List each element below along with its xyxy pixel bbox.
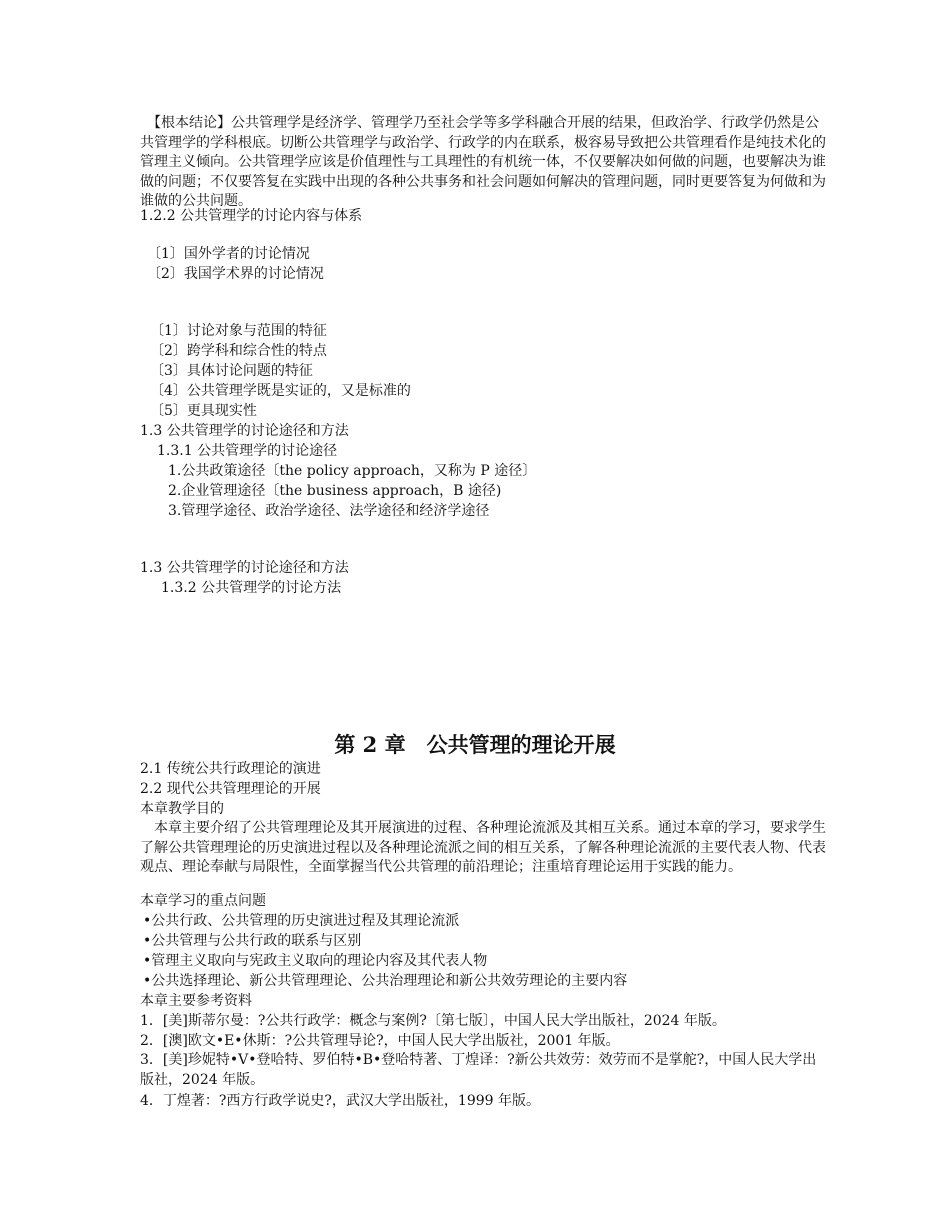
conclusion-paragraph: 【根本结论】公共管理学是经济学、管理学乃至社会学等多学科融合开展的结果，但政治学、行政学仍然是公共管理学的学科根底。切断公共管理学与政治学、行政学的内在联系，极容易导致把公共管理看作是纯技术化的管理主义倾向。公共管理学应该是价值理性与工具理性的有机统一体，不仅要解决如何做的问题，也要解决为谁做的问题；不仅要答复在实践中出现的各种公共事务和社会问题如何解决的管理问题，同时更要答复为何做和为谁做的公共问题。 — [140, 115, 826, 210]
approach-item-1: 1.公共政策途径〔the policy approach，又称为 P 途径〕 — [168, 463, 537, 479]
references-label: 本章主要参考资料 — [140, 993, 252, 1009]
heading-1-3-2: 1.3.2 公共管理学的讨论方法 — [161, 580, 342, 596]
section-2-2: 2.2 现代公共管理理论的开展 — [140, 781, 321, 797]
chapter-2-title: 第 2 章 公共管理的理论开展 — [334, 732, 616, 757]
section-2-1: 2.1 传统公共行政理论的演进 — [140, 761, 321, 777]
feature-item-2: 〔2〕跨学科和综合性的特点 — [150, 343, 327, 359]
heading-1-3-repeat: 1.3 公共管理学的讨论途径和方法 — [140, 560, 349, 576]
key-issue-2: •公共管理与公共行政的联系与区别 — [143, 933, 362, 949]
approach-item-2: 2.企业管理途径〔the business approach，B 途径) — [168, 483, 502, 499]
reference-item-2: 2．[澳]欧文•E•休斯：?公共管理导论?，中国人民大学出版社，2001 年版。 — [140, 1033, 620, 1049]
research-item-1: 〔1〕国外学者的讨论情况 — [147, 246, 310, 262]
objective-label: 本章教学目的 — [140, 801, 224, 817]
key-issue-1: •公共行政、公共管理的历史演进过程及其理论流派 — [143, 913, 460, 929]
key-issue-4: •公共选择理论、新公共管理理论、公共治理理论和新公共效劳理论的主要内容 — [143, 973, 628, 989]
reference-item-4: 4．丁煌著：?西方行政学说史?，武汉大学出版社，1999 年版。 — [140, 1093, 540, 1109]
reference-item-1: 1．[美]斯蒂尔曼：?公共行政学：概念与案例?〔第七版〕，中国人民大学出版社，2024 年版。 — [140, 1013, 726, 1029]
feature-item-3: 〔3〕具体讨论问题的特征 — [150, 363, 313, 379]
heading-1-3-1: 1.3.1 公共管理学的讨论途径 — [157, 443, 338, 459]
key-issues-label: 本章学习的重点问题 — [140, 893, 266, 909]
research-item-2: 〔2〕我国学术界的讨论情况 — [147, 266, 324, 282]
approach-item-3: 3.管理学途径、政治学途径、法学途径和经济学途径 — [168, 503, 490, 519]
key-issue-3: •管理主义取向与宪政主义取向的理论内容及其代表人物 — [143, 953, 488, 969]
feature-item-1: 〔1〕讨论对象与范围的特征 — [150, 323, 327, 339]
feature-item-5: 〔5〕更具现实性 — [150, 403, 257, 419]
objective-paragraph: 本章主要介绍了公共管理理论及其开展演进的过程、各种理论流派及其相互关系。通过本章的学习，要求学生了解公共管理理论的历史演进过程以及各种理论流派之间的相互关系，了解各种理论流派的主要代表人物、代表观点、理论奉献与局限性，全面掌握当代公共管理的前沿理论；注重培育理论运用于实践的能力。 — [140, 820, 826, 876]
reference-item-3: 3．[美]珍妮特•V•登哈特、罗伯特•B•登哈特著、丁煌译：?新公共效劳：效劳而不是掌舵?，中国人民大学出版社，2024 年版。 — [140, 1052, 817, 1088]
heading-1-2-2: 1.2.2 公共管理学的讨论内容与体系 — [140, 208, 363, 224]
heading-1-3: 1.3 公共管理学的讨论途径和方法 — [140, 423, 349, 439]
feature-item-4: 〔4〕公共管理学既是实证的，又是标准的 — [150, 383, 411, 399]
